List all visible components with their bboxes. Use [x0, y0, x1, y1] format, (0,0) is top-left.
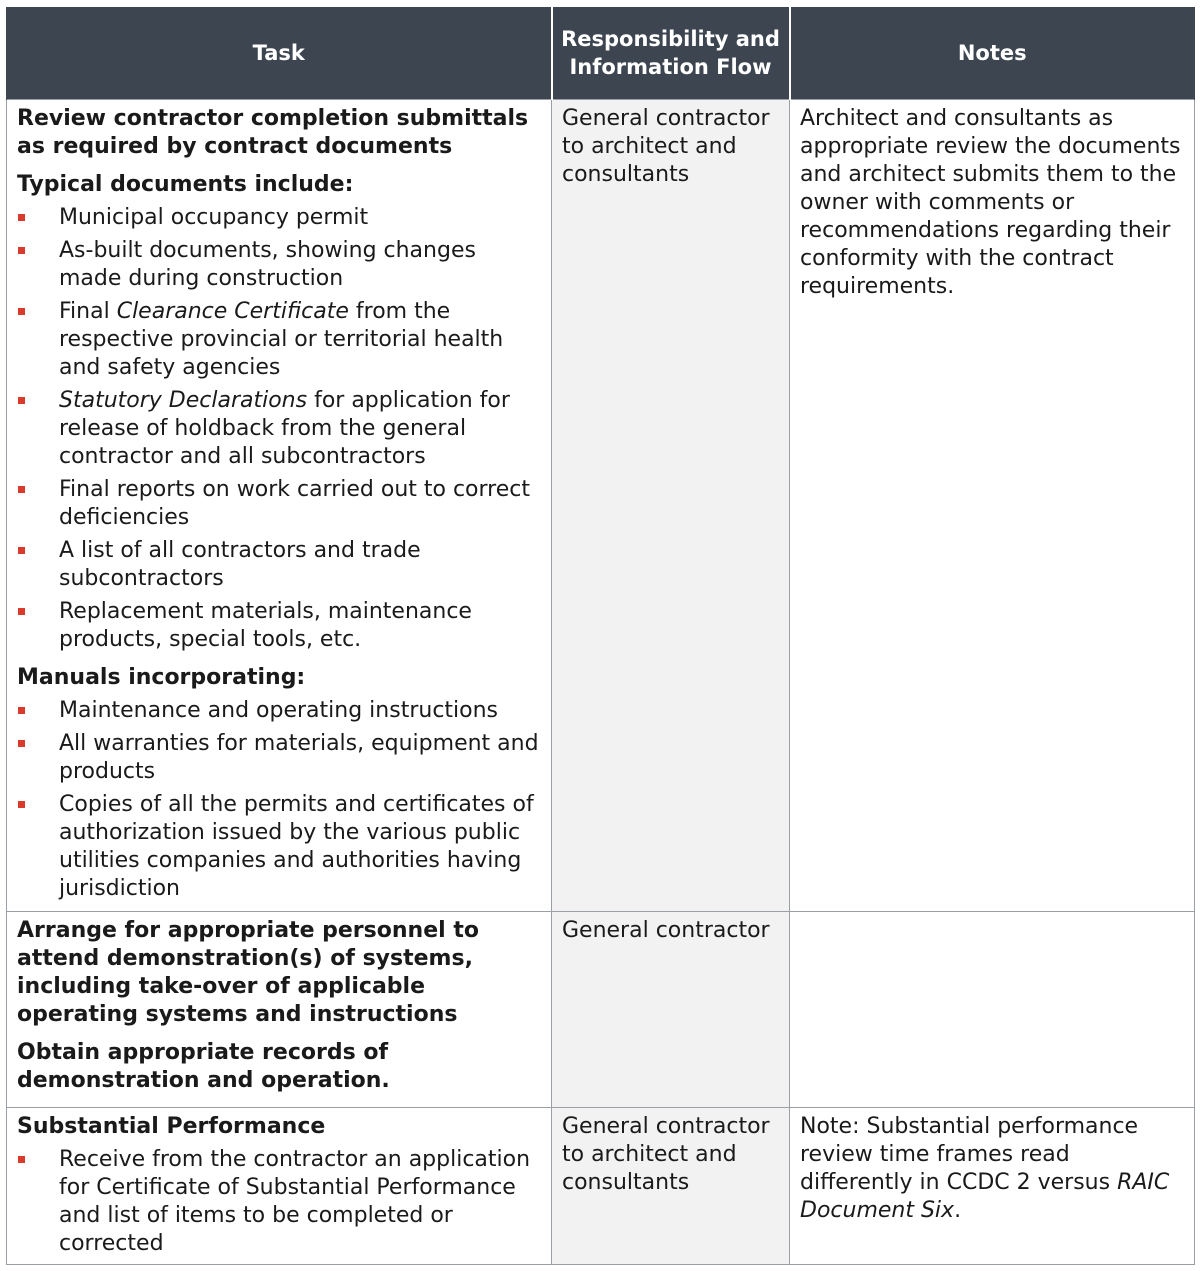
- typical-documents-heading: Typical documents include:: [17, 172, 354, 197]
- bullet-icon: [18, 740, 25, 747]
- notes-cell: Architect and consultants as appropriate review the documents and architect submits them to the owner with comments or recommendations regarding their conformity with the contract requirements.: [790, 100, 1195, 912]
- bullet-icon: [18, 801, 25, 808]
- bullet-icon: [18, 608, 25, 615]
- list-item: As-built documents, showing changes made during construction: [17, 237, 541, 293]
- table-row: [7, 1108, 1195, 1265]
- task-paragraph: Obtain appropriate records of demonstration and operation.: [17, 1040, 390, 1093]
- bullet-icon: [18, 707, 25, 714]
- bullet-icon: [18, 397, 25, 404]
- list-item: Final reports on work carried out to correct deficiencies: [17, 476, 541, 532]
- typical-documents-list: [17, 204, 541, 654]
- list-item: Replacement materials, maintenance products, special tools, etc.: [17, 598, 541, 654]
- list-item: Copies of all the permits and certificates of authorization issued by the various public utilities companies and authorities having jurisdiction: [17, 791, 541, 903]
- list-item: A list of all contractors and trade subcontractors: [17, 537, 541, 593]
- bullet-icon: [18, 247, 25, 254]
- table-row: [7, 912, 1195, 1108]
- notes-cell: Note: Substantial performance review time frames read differently in CCDC 2 versus RAIC Document Six.: [790, 1108, 1195, 1265]
- list-item: Statutory Declarations for application for release of holdback from the general contractor and all subcontractors: [17, 387, 541, 471]
- bullet-icon: [18, 1156, 25, 1163]
- task-paragraph: Arrange for appropriate personnel to attend demonstration(s) of systems, including take-over of applicable operating systems and instructions: [17, 918, 479, 1027]
- responsibility-cell: General contractor to architect and consultants: [552, 1108, 790, 1265]
- completion-submittals-table: [6, 7, 1195, 1265]
- task-cell: [7, 912, 552, 1108]
- bullet-icon: [18, 308, 25, 315]
- manuals-list: [17, 697, 541, 903]
- list-item: Maintenance and operating instructions: [17, 697, 541, 725]
- notes-cell: [790, 912, 1195, 1108]
- list-item: Final Clearance Certificate from the respective provincial or territorial health and safety agencies: [17, 298, 541, 382]
- bullet-icon: [18, 214, 25, 221]
- list-item: Municipal occupancy permit: [17, 204, 541, 232]
- table-row: [7, 100, 1195, 912]
- substantial-performance-list: [17, 1146, 541, 1258]
- task-cell: [7, 1108, 552, 1265]
- list-item: Receive from the contractor an application for Certificate of Substantial Performance and list of items to be completed or corrected: [17, 1146, 541, 1258]
- bullet-icon: [18, 547, 25, 554]
- header-task: Task: [7, 7, 552, 100]
- header-row: [7, 7, 1195, 100]
- bullet-icon: [18, 486, 25, 493]
- responsibility-cell: General contractor: [552, 912, 790, 1108]
- manuals-heading: Manuals incorporating:: [17, 665, 306, 690]
- header-responsibility: Responsibility and Information Flow: [552, 7, 790, 100]
- task-cell: [7, 100, 552, 912]
- responsibility-cell: General contractor to architect and consultants: [552, 100, 790, 912]
- header-notes: Notes: [790, 7, 1195, 100]
- list-item: All warranties for materials, equipment and products: [17, 730, 541, 786]
- task-title: Review contractor completion submittals as required by contract documents: [17, 106, 529, 159]
- task-title: Substantial Performance: [17, 1114, 326, 1139]
